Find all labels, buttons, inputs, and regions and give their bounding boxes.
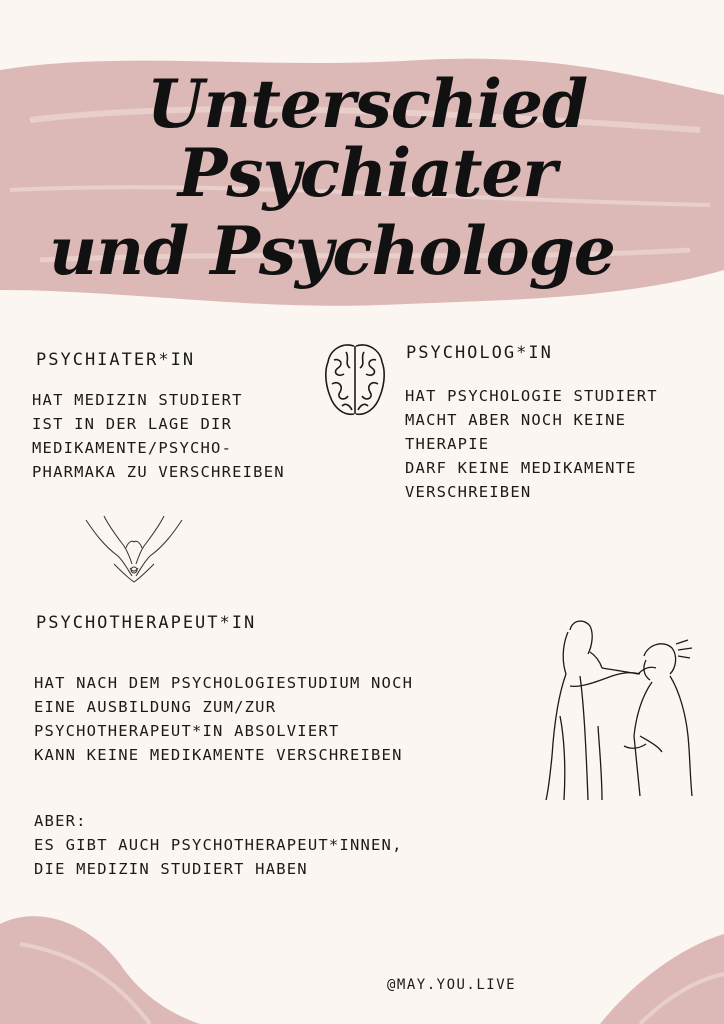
note-line: ES GIBT AUCH PSYCHOTHERAPEUT*INNEN,	[34, 836, 403, 854]
psychologe-heading: PSYCHOLOG*IN	[406, 343, 553, 363]
psychiater-line: MEDIKAMENTE/PSYCHO-	[32, 439, 233, 457]
psychologe-line: THERAPIE	[405, 435, 490, 453]
psychotherapeut-line: KANN KEINE MEDIKAMENTE VERSCHREIBEN	[34, 746, 403, 764]
title-line-2: und Psychologe	[49, 211, 615, 290]
psychologe-line: HAT PSYCHOLOGIE STUDIERT	[405, 387, 658, 405]
psychologe-text	[405, 384, 658, 504]
psychotherapeut-text	[34, 671, 413, 767]
note-line: ABER:	[34, 812, 87, 830]
brain-icon	[322, 340, 388, 420]
hands-icon	[84, 512, 184, 584]
note-line: DIE MEDIZIN STUDIERT HABEN	[34, 860, 308, 878]
psychologe-line: MACHT ABER NOCH KEINE	[405, 411, 627, 429]
psychotherapeut-line: EINE AUSBILDUNG ZUM/ZUR	[34, 698, 277, 716]
psychiater-line: HAT MEDIZIN STUDIERT	[32, 391, 243, 409]
brush-stroke-bottom	[0, 884, 724, 1024]
page-title	[0, 65, 724, 290]
psychotherapeut-line: HAT NACH DEM PSYCHOLOGIESTUDIUM NOCH	[34, 674, 414, 692]
psychotherapeut-line: PSYCHOTHERAPEUT*IN ABSOLVIERT	[34, 722, 340, 740]
healer-illustration	[540, 616, 700, 802]
psychologe-line: VERSCHREIBEN	[405, 483, 532, 501]
psychologe-line: DARF KEINE MEDIKAMENTE	[405, 459, 637, 477]
title-line-1: Unterschied Psychiater	[146, 65, 588, 213]
psychiater-heading: PSYCHIATER*IN	[36, 350, 196, 370]
psychiater-line: PHARMAKA ZU VERSCHREIBEN	[32, 463, 285, 481]
psychotherapeut-note	[34, 809, 403, 881]
psychiater-text	[32, 388, 285, 484]
psychiater-line: IST IN DER LAGE DIR	[32, 415, 233, 433]
psychotherapeut-heading: PSYCHOTHERAPEUT*IN	[36, 613, 257, 633]
footer-handle[interactable]: @MAY.YOU.LIVE	[387, 977, 517, 993]
